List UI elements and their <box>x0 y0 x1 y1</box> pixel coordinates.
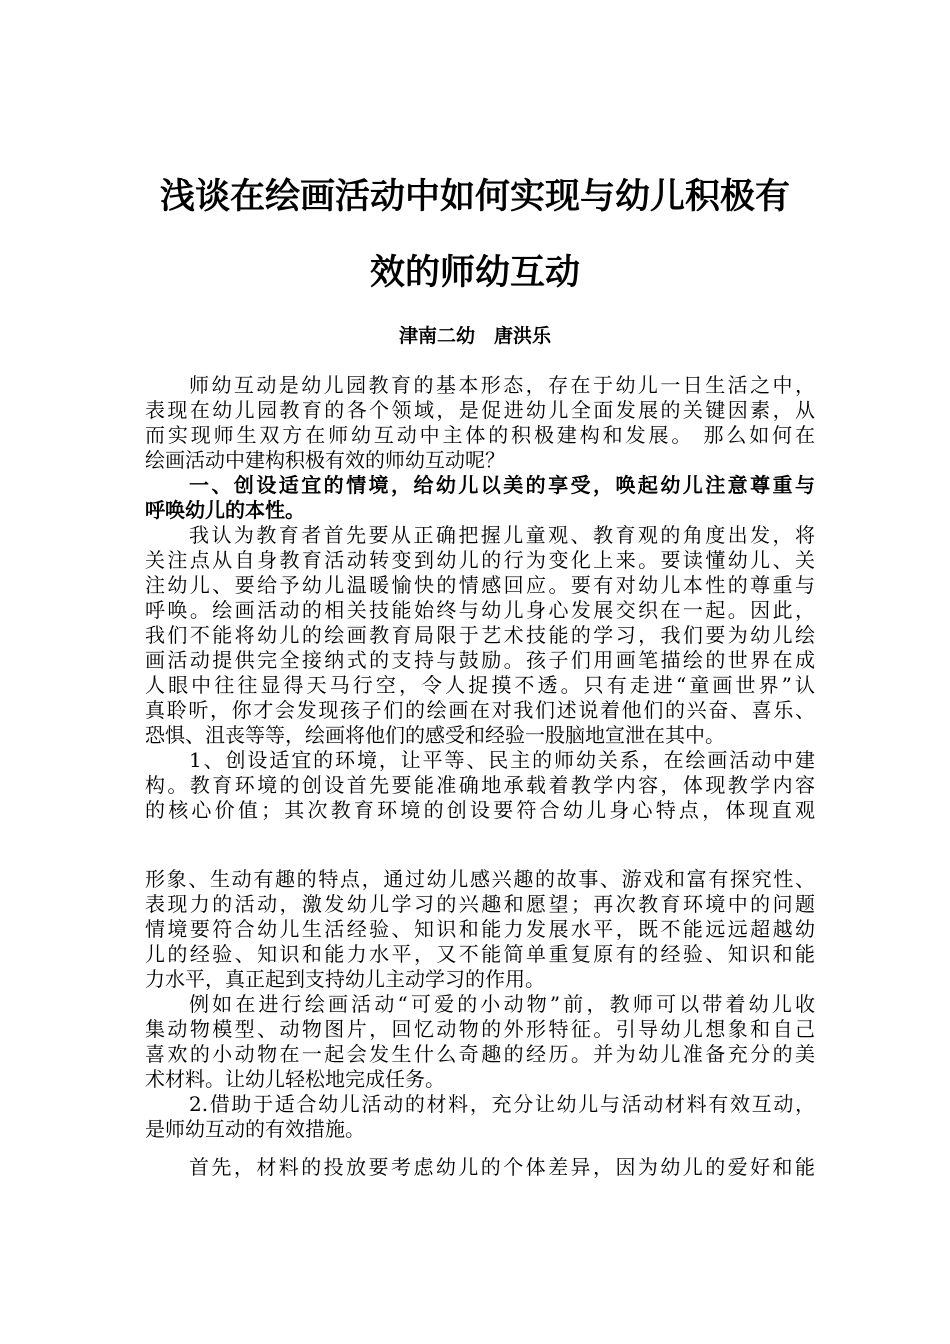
body-paragraph-line: 喜欢的小动物在一起会发生什么奇趣的经历。并为幼儿准备充分的美 <box>145 1042 815 1066</box>
body-paragraph-line: 构。教育环境的创设首先要能准确地承载着教学内容，体现教学内容 <box>145 773 815 797</box>
title-line-2: 效的师幼互动 <box>369 253 580 293</box>
body-paragraph-line: 1、创设适宜的环境，让平等、民主的师幼关系，在绘画活动中建 <box>189 748 815 772</box>
section-heading-line: 呼唤幼儿的本性。 <box>145 498 305 522</box>
body-paragraph-line: 表现力的活动，激发幼儿学习的兴趣和愿望；再次教育环境中的问题 <box>145 892 815 916</box>
body-paragraph-line: 人眼中往往显得天马行空，令人捉摸不透。只有走进“童画世界”认 <box>145 673 815 697</box>
body-paragraph-line: 力水平，真正起到支持幼儿主动学习的作用。 <box>145 967 545 991</box>
body-paragraph-line: 情境要符合幼儿生活经验、知识和能力发展水平，既不能远远超越幼 <box>145 917 815 941</box>
body-paragraph-line: 画活动提供完全接纳式的支持与鼓励。孩子们用画笔描绘的世界在成 <box>145 648 815 672</box>
body-paragraph-line: 的核心价值；其次教育环境的创设要符合幼儿身心特点，体现直观 <box>145 798 815 822</box>
body-block-1 <box>145 373 815 823</box>
section-heading-line: 一、创设适宜的情境，给幼儿以美的享受，唤起幼儿注意尊重与 <box>189 473 815 497</box>
body-paragraph-line: 我认为教育者首先要从正确把握儿童观、教育观的角度出发，将 <box>189 523 815 547</box>
body-paragraph-line: 例如在进行绘画活动“可爱的小动物”前，教师可以带着幼儿收 <box>189 992 815 1016</box>
intro-paragraph-line: 表现在幼儿园教育的各个领域，是促进幼儿全面发展的关键因素，从 <box>145 398 815 422</box>
body-block-2 <box>145 867 815 1142</box>
body-paragraph-line: 集动物模型、动物图片，回忆动物的外形特征。引导幼儿想象和自己 <box>145 1017 815 1041</box>
intro-paragraph-line: 师幼互动是幼儿园教育的基本形态，存在于幼儿一日生活之中， <box>189 373 815 397</box>
body-paragraph-line: 首先，材料的投放要考虑幼儿的个体差异，因为幼儿的爱好和能 <box>189 1155 815 1179</box>
body-block-3 <box>145 1155 815 1180</box>
intro-paragraph-line: 而实现师生双方在师幼互动中主体的积极建构和发展。 那么如何在 <box>145 423 815 447</box>
body-paragraph-line: 恐惧、沮丧等等，绘画将他们的感受和经验一股脑地宣泄在其中。 <box>145 723 725 747</box>
body-paragraph-line: 形象、生动有趣的特点，通过幼儿感兴趣的故事、游戏和富有探究性、 <box>145 867 815 891</box>
body-paragraph-line: 2.借助于适合幼儿活动的材料，充分让幼儿与活动材料有效互动， <box>189 1092 815 1116</box>
body-paragraph-line: 真聆听，你才会发现孩子们的绘画在对我们述说着他们的兴奋、喜乐、 <box>145 698 815 722</box>
title-line-1: 浅谈在绘画活动中如何实现与幼儿积极有 <box>159 177 790 217</box>
body-paragraph-line: 注幼儿、要给予幼儿温暖愉快的情感回应。要有对幼儿本性的尊重与 <box>145 573 815 597</box>
body-paragraph-line: 呼唤。绘画活动的相关技能始终与幼儿身心发展交织在一起。因此， <box>145 598 815 622</box>
body-paragraph-line: 是师幼互动的有效措施。 <box>145 1117 365 1141</box>
author-line: 津南二幼 唐洪乐 <box>398 325 551 347</box>
body-paragraph-line: 关注点从自身教育活动转变到幼儿的行为变化上来。要读懂幼儿、关 <box>145 548 815 572</box>
body-paragraph-line: 我们不能将幼儿的绘画教育局限于艺术技能的学习，我们要为幼儿绘 <box>145 623 815 647</box>
body-paragraph-line: 术材料。让幼儿轻松地完成任务。 <box>145 1067 445 1091</box>
intro-paragraph-line: 绘画活动中建构积极有效的师幼互动呢？ <box>145 448 505 472</box>
body-paragraph-line: 儿的经验、知识和能力水平，又不能简单重复原有的经验、知识和能 <box>145 942 815 966</box>
